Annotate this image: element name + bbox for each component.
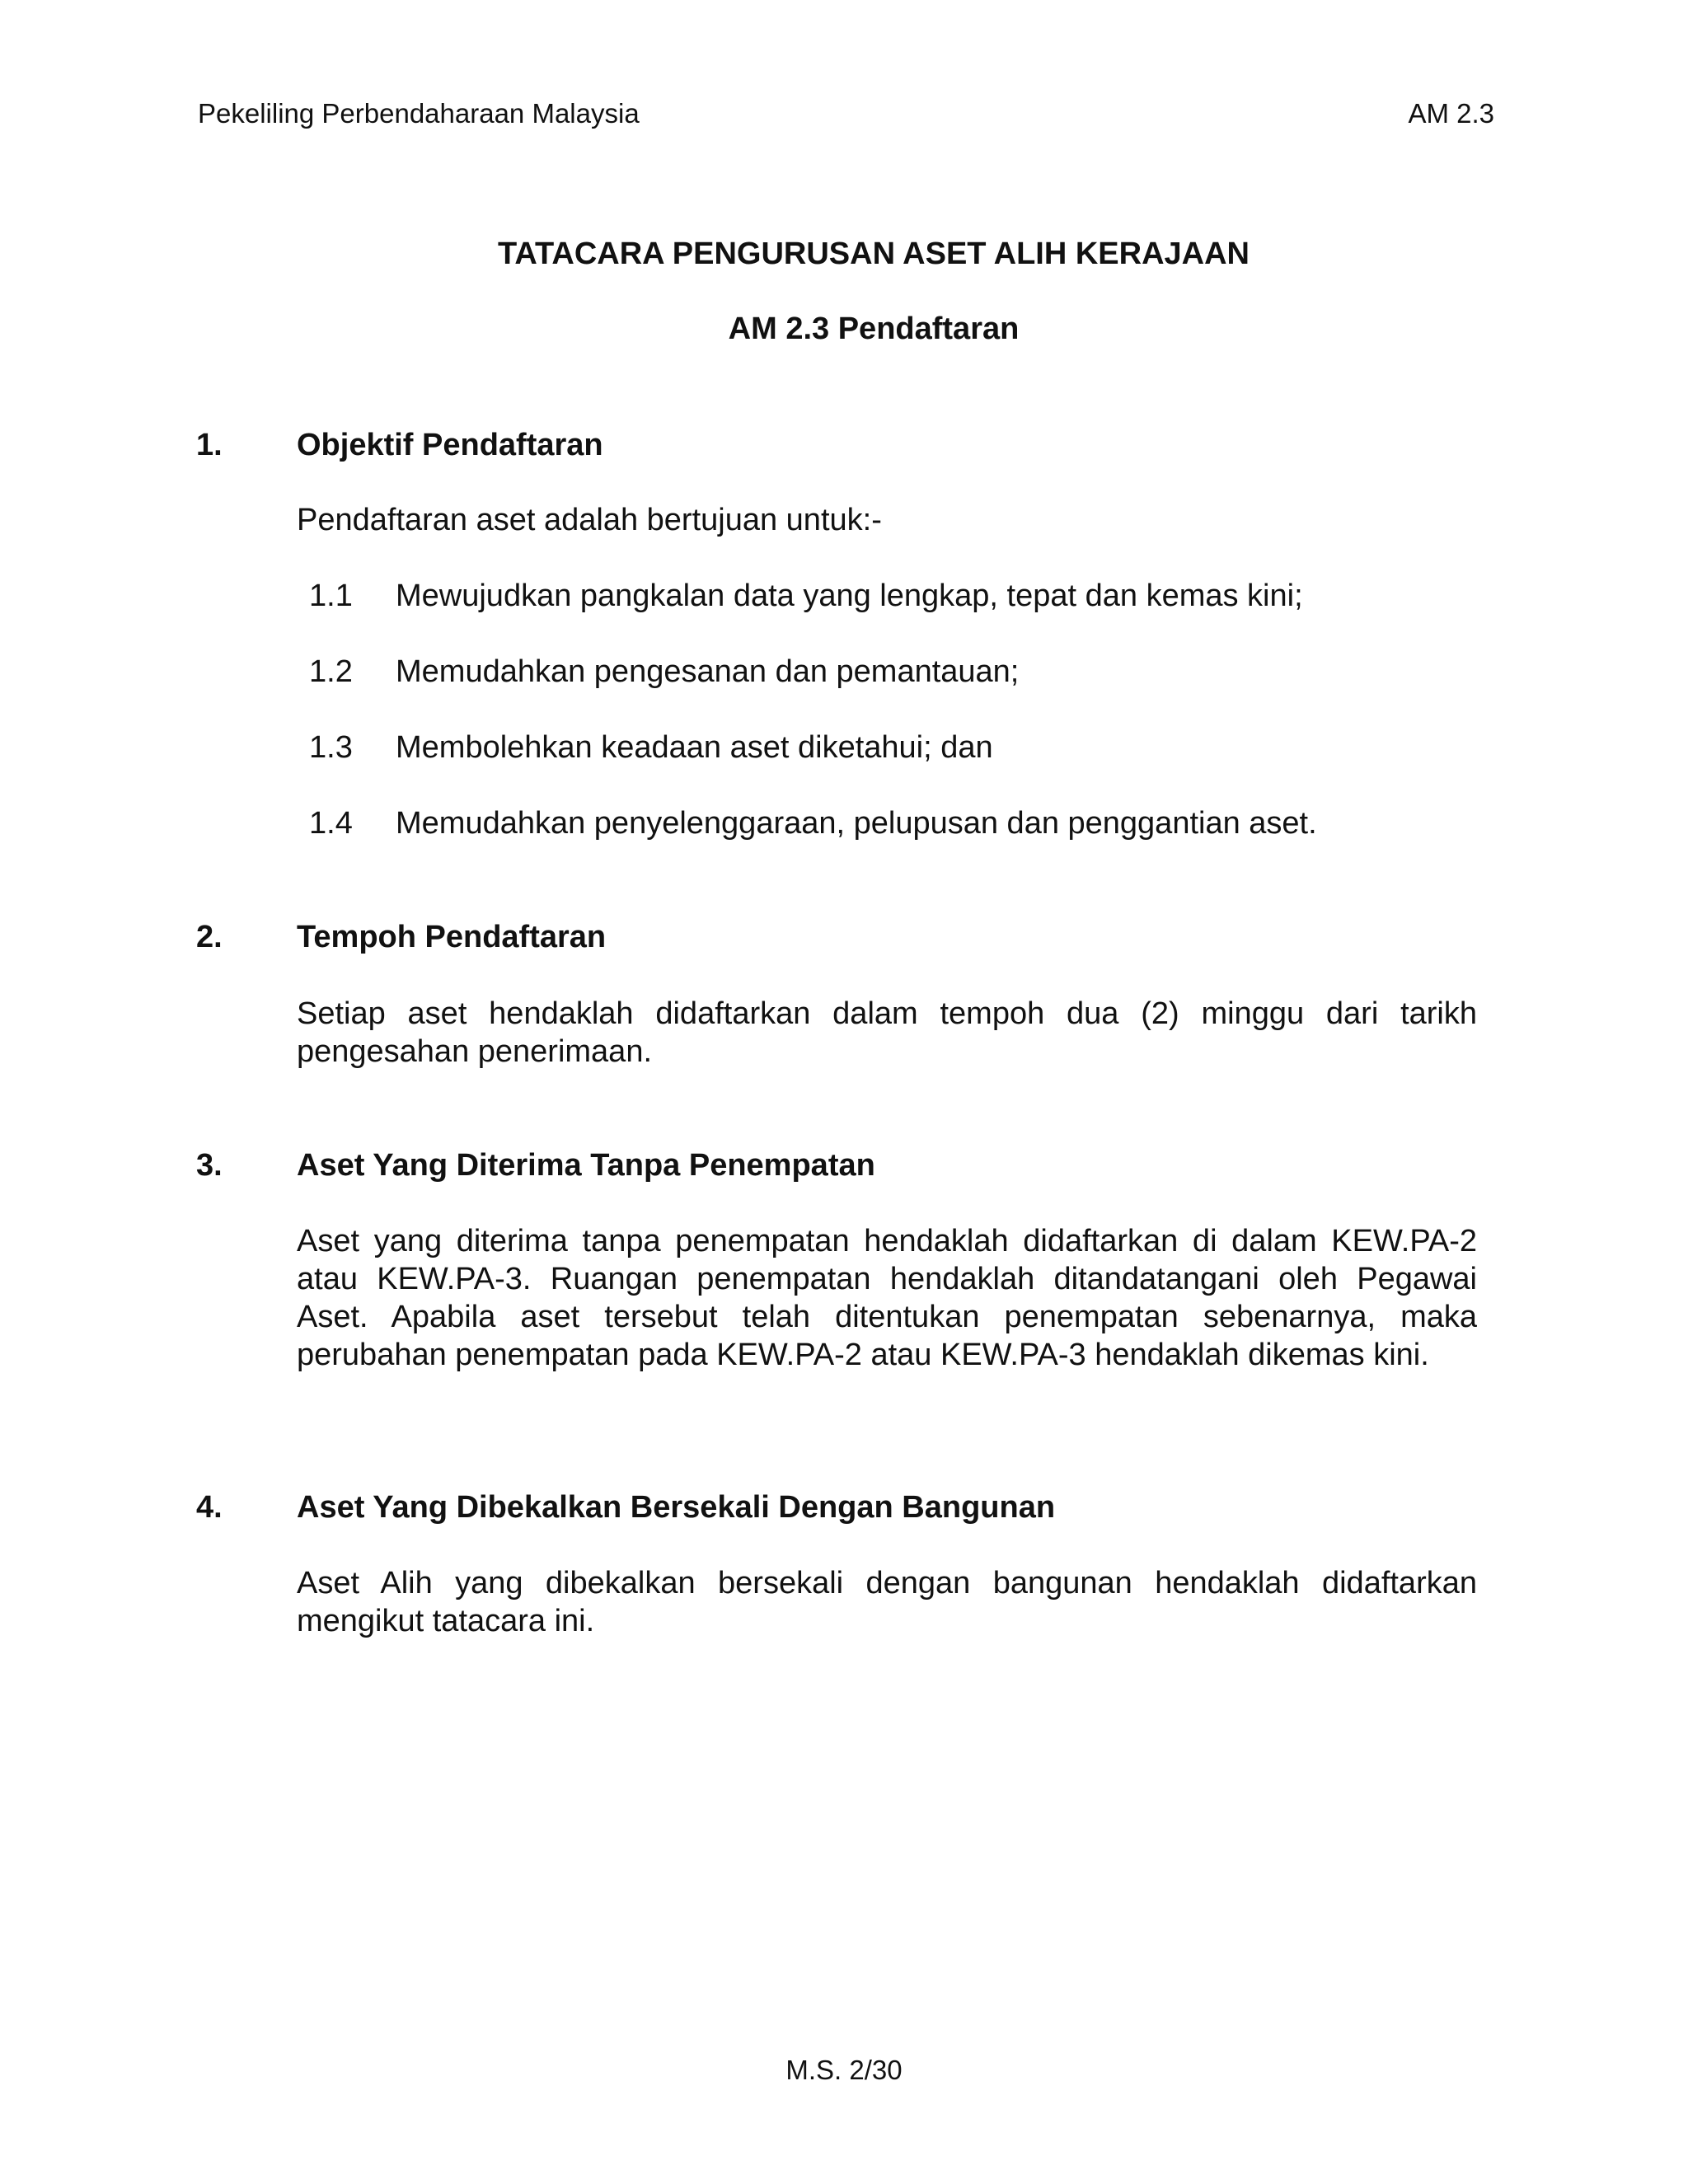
section-heading: Aset Yang Dibekalkan Bersekali Dengan Bangunan <box>297 1490 1056 1525</box>
section-number: 3. <box>196 1148 223 1183</box>
section-number: 2. <box>196 920 223 954</box>
running-header-code: AM 2.3 <box>1408 98 1494 129</box>
list-item-number: 1.4 <box>309 806 353 841</box>
list-item-number: 1.2 <box>309 654 353 689</box>
document-title: TATACARA PENGURUSAN ASET ALIH KERAJAAN <box>498 237 1250 271</box>
list-item-number: 1.1 <box>309 579 353 613</box>
page-number: M.S. 2/30 <box>785 2055 903 2085</box>
list-item-text: Memudahkan penyelenggaraan, pelupusan dan penggantian aset. <box>396 806 1317 841</box>
running-header-title: Pekeliling Perbendaharaan Malaysia <box>198 98 640 129</box>
section-body: Setiap aset hendaklah didaftarkan dalam tempoh dua (2) minggu dari tarikh pengesahan penerimaan. <box>297 996 1477 1069</box>
section-heading: Tempoh Pendaftaran <box>297 920 607 954</box>
section-intro: Pendaftaran aset adalah bertujuan untuk:- <box>297 503 882 537</box>
section-number: 4. <box>196 1490 223 1525</box>
list-item-number: 1.3 <box>309 730 353 765</box>
list-item-text: Mewujudkan pangkalan data yang lengkap, tepat dan kemas kini; <box>396 579 1303 613</box>
section-heading: Objektif Pendaftaran <box>297 428 603 462</box>
section-heading: Aset Yang Diterima Tanpa Penempatan <box>297 1148 875 1183</box>
list-item-text: Membolehkan keadaan aset diketahui; dan <box>396 730 993 765</box>
section-number: 1. <box>196 428 223 462</box>
section-body: Aset Alih yang dibekalkan bersekali dengan bangunan hendaklah didaftarkan mengikut tatacara ini. <box>297 1566 1477 1638</box>
section-body: Aset yang diterima tanpa penempatan hendaklah didaftarkan di dalam KEW.PA-2 atau KEW.PA-3. Ruangan penempatan hendaklah ditandatangani oleh Pegawai Aset. Apabila aset tersebut telah ditentukan penempatan sebenarnya, maka perubahan penempatan pada KEW.PA-2 atau KEW.PA-3 hendaklah dikemas kini. <box>297 1224 1477 1372</box>
document-subtitle: AM 2.3 Pendaftaran <box>728 312 1020 346</box>
list-item-text: Memudahkan pengesanan dan pemantauan; <box>396 654 1020 689</box>
